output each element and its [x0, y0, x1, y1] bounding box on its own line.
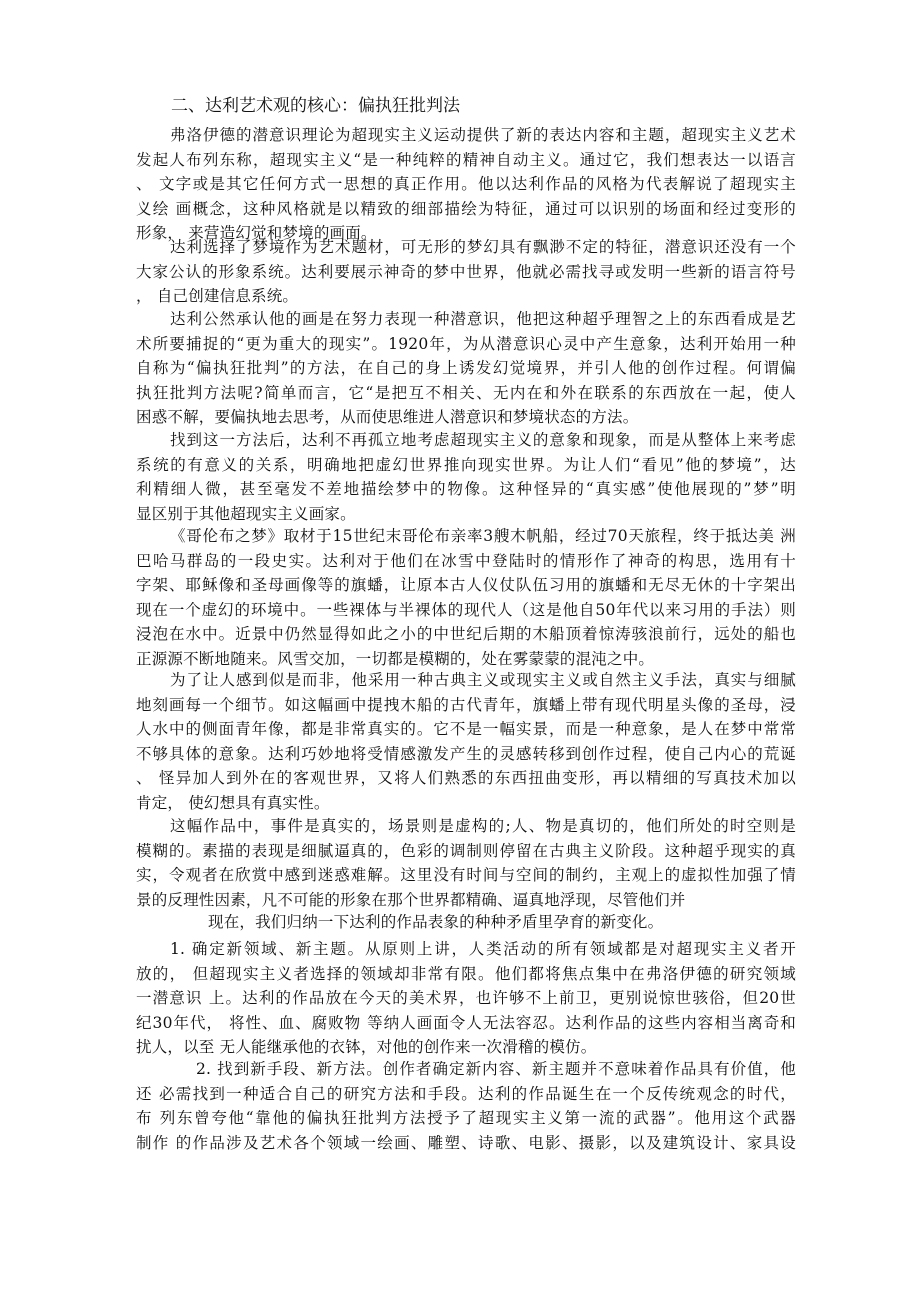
text-line: 现在一个虚幻的环境中。一些裸体与半裸体的现代人（这是他自50年代以来习用的手法）则: [136, 600, 796, 619]
text-line: 模糊的。素描的表现是细腻逼真的，色彩的调制则停留在古典主义阶段。这种超乎现实的真: [136, 841, 796, 860]
text-line: 、 怪异加人到外在的客观世界，又将人们熟悉的东西扭曲变形，再以精细的写真技术加以: [136, 769, 796, 788]
paragraph-system-relations: [136, 428, 796, 526]
text-line: 肯定， 使幻想具有真实性。: [136, 793, 330, 812]
text-line: 达利选择了梦境作为艺术题材，可无形的梦幻具有飘渺不定的特征，潜意识还没有一个: [170, 238, 796, 256]
text-line: 困惑不解，要偏执地去思考，从而使思维进人潜意识和梦境状态的方法。: [136, 408, 639, 427]
text-line: 大家公认的形象系统。达利要展示神奇的梦中世界，他就必需找寻或发明一些新的语言符号: [136, 262, 796, 281]
paragraph-dream-theme: [136, 235, 796, 309]
text-line: 放的， 但超现实主义者选择的领域却非常有限。他们都将焦点集中在弗洛伊德的研究领域: [136, 964, 796, 983]
text-line: 浸泡在水中。近景中仍然显得如此之小的中世纪后期的木船顶着惊涛骇浪前行，远处的船也: [136, 625, 796, 644]
text-line: 找到这一方法后，达利不再孤立地考虑超现实主义的意象和现象，而是从整体上来考虑: [170, 431, 796, 449]
text-line: 字架、耶稣像和圣母画像等的旗蟠，让原本古人仪仗队伍习用的旗蟠和无尽无休的十字架出: [136, 576, 796, 595]
text-line: 扰人，以至 无人能继承他的衣钵，对他的创作来一次滑稽的模仿。: [136, 1038, 597, 1057]
text-line: 《哥伦布之梦》取材于15世纪末哥伦布亲率3艘木帆船，经过70天旅程，终于抵达美 洲: [170, 527, 796, 545]
text-line: 正源源不断地随来。风雪交加，一切都是模糊的，处在雾蒙蒙的混沌之中。: [136, 649, 655, 668]
section-heading: 二、达利艺术观的核心：偏执狂批判法: [171, 96, 460, 116]
text-line: 显区别于其他超现实主义画家。: [136, 504, 356, 523]
text-line: 弗洛伊德的潜意识理论为超现实主义运动提供了新的表达内容和主题，超现实主义艺术: [170, 126, 796, 144]
paragraph-realism-technique: [136, 668, 796, 816]
text-line: 一潜意识 上。达利的作品放在今天的美术界，也许够不上前卫，更别说惊世骇俗，但20世: [136, 989, 796, 1008]
text-line: 这幅作品中，事件是真实的，场景则是虚构的;人、物是真切的，他们所处的时空则是: [170, 817, 796, 835]
text-line: 形象， 来营造幻觉和梦境的画面。: [136, 224, 377, 243]
paragraph-freud-theory: [136, 123, 796, 246]
text-line: 景的反理性因素，凡不可能的形象在那个世界都精确、逼真地浮现，尽管他们并: [136, 890, 686, 909]
text-line: 发起人布列东称，超现实主义“是一种纯粹的精神自动主义。通过它，我们想表达一以语言: [136, 150, 796, 169]
text-line: 1. 确定新领域、新主题。从原则上讲，人类活动的所有领域都是对超现实主义者开: [170, 940, 796, 958]
text-line: 利精细人微，甚至毫发不差地描绘梦中的物像。这种怪异的“真实感”使他展现的”梦”明: [136, 480, 796, 499]
text-line: 实，令观者在欣赏中感到迷惑难解。这里没有时间与空间的制约，主观上的虚拟性加强了情: [136, 866, 796, 885]
paragraph-artwork-analysis: [136, 814, 796, 912]
text-line: 义绘 画概念，这种风格就是以精致的细部描绘为特征，通过可以识别的场面和经过变形的: [136, 199, 796, 218]
text-line: 现在，我们归纳一下达利的作品表象的种种矛盾里孕育的新变化。: [208, 913, 664, 931]
text-line: 执狂批判方法呢?简单而言，它“是把互不相关、无内在和外在联系的东西放在一起，使人: [136, 383, 796, 402]
text-line: 、 文字或是其它任何方式一思想的真正作用。他以达利作品的风格为代表解说了超现实主: [136, 175, 796, 194]
text-line: 2. 找到新手段、新方法。创作者确定新内容、新主题并不意味着作品具有价值，他: [196, 1060, 796, 1078]
text-line: ， 自己创建信息系统。: [136, 287, 299, 306]
text-line: 布 列东曾夸他“靠他的偏执狂批判方法授予了超现实主义第一流的武器”。他用这个武器: [136, 1109, 796, 1128]
paragraph-point-one: [136, 937, 796, 1060]
text-line: 纪30年代， 将性、血、腐败物 等纳人画面令人无法容忍。达利作品的这些内容相当离奇和: [136, 1013, 796, 1032]
text-line: 达利公然承认他的画是在努力表现一种潜意识，他把这种超乎理智之上的东西看成是艺: [170, 310, 796, 328]
paragraph-paranoiac-method: [136, 307, 796, 430]
text-line: 地刻画每一个细节。如这幅画中提拽木船的古代青年，旗蟠上带有现代明星头像的圣母，浸: [136, 695, 796, 714]
text-line: 不够具体的意象。达利巧妙地将受情感激发产生的灵感转移到创作过程，使自己内心的荒诞: [136, 744, 796, 763]
paragraph-summary-intro: [136, 910, 796, 935]
text-line: 人水中的侧面青年像，都是非常真实的。它不是一幅实景，而是一种意象，是人在梦中常常: [136, 720, 796, 739]
text-line: 术所要捕捉的“更为重大的现实”。1920年，为从潜意识心灵中产生意象，达利开始用一种: [136, 334, 796, 353]
text-line: 为了让人感到似是而非，他采用一种古典主义或现实主义或自然主义手法，真实与细腻: [170, 671, 796, 689]
text-line: 还 必需找到一种适合自己的研究方法和手段。达利的作品诞生在一个反传统观念的时代，: [136, 1084, 796, 1103]
paragraph-point-two: [136, 1057, 796, 1155]
paragraph-columbus-dream: [136, 524, 796, 672]
text-line: 巴哈马群岛的一段史实。达利对于他们在冰雪中登陆时的情形作了神奇的构思，选用有十: [136, 551, 796, 570]
text-line: 系统的有意义的关系，明确地把虚幻世界推向现实世界。为让人们“看见”他的梦境”，达: [136, 455, 796, 474]
text-line: 自称为“偏执狂批判”的方法，在自己的身上诱发幻觉境界，并引人他的创作过程。何谓偏: [136, 359, 796, 378]
text-line: 制作 的作品涉及艺术各个领域一绘画、雕塑、诗歌、电影、摄影，以及建筑设计、家具设: [136, 1133, 796, 1152]
